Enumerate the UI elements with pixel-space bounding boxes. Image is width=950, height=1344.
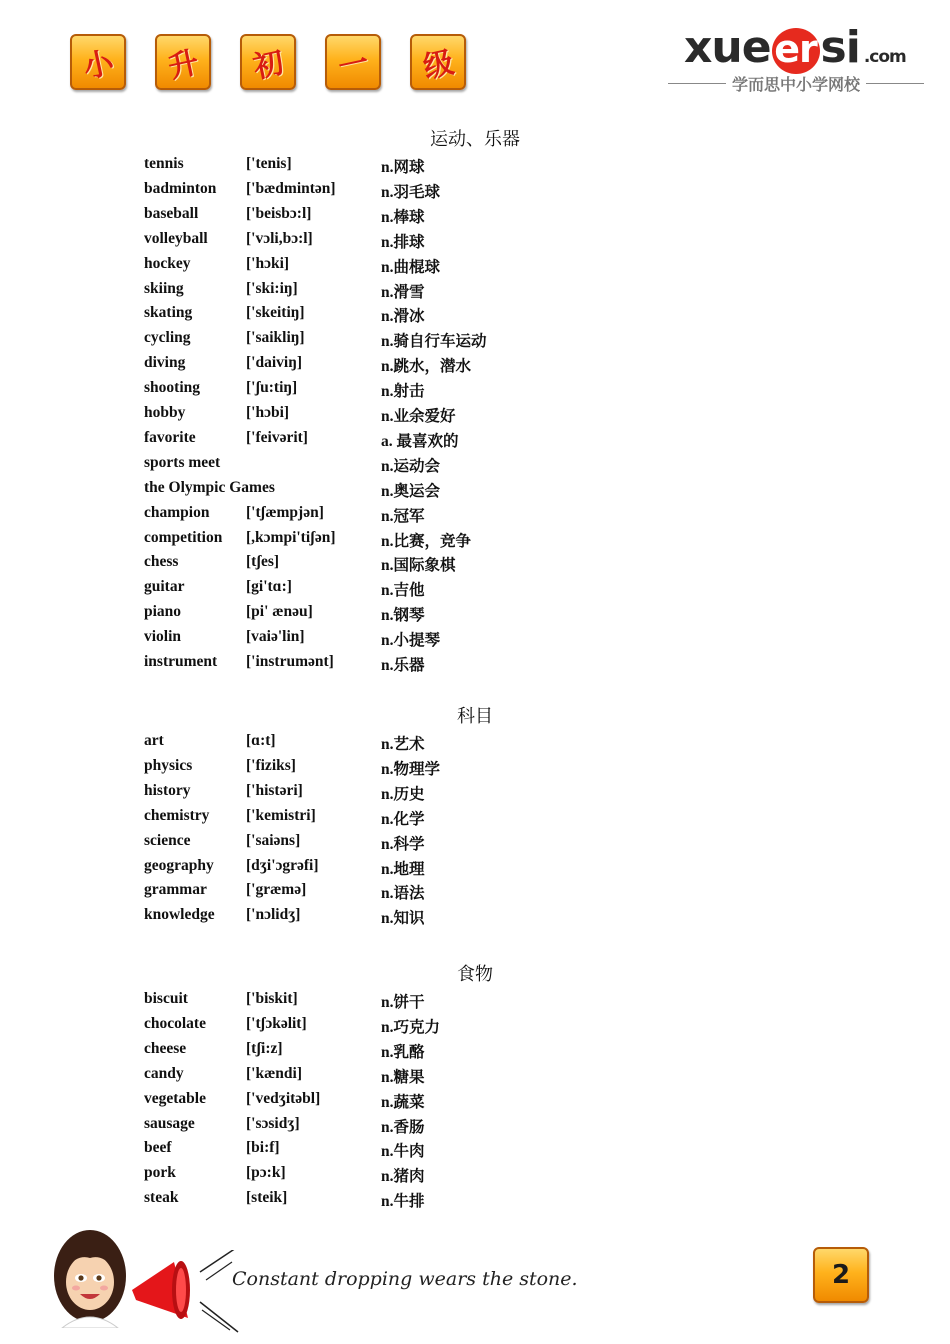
vocab-row [144,155,744,179]
vocab-meaning: n.牛排 [381,1193,425,1211]
vocab-row [144,454,744,478]
vocab-meaning: n.滑冰 [381,308,425,326]
vocab-phonetic: ['fiziks] [246,756,296,774]
vocab-meaning: n.运动会 [381,457,440,475]
vocab-word: favorite [144,428,196,446]
title-tile-1 [70,34,126,90]
title-tile-char: 一 [335,45,373,86]
logo-er-badge: er [772,28,820,74]
vocab-row [144,1090,744,1114]
title-tile-char: 级 [420,45,458,86]
vocab-word: diving [144,354,186,372]
vocab-word: beef [144,1139,172,1157]
logo-tagline-text: 学而思中小学网校 [732,75,861,94]
megaphone-icon [130,1250,242,1336]
vocab-meaning: n.乳酪 [381,1043,425,1061]
vocab-phonetic: ['vedʒitəbl] [246,1089,321,1107]
vocab-phonetic: ['tʃɔkəlit] [246,1014,307,1032]
section-title: 科目 [457,706,493,727]
vocab-row [144,354,744,378]
vocab-meaning: n.知识 [381,910,425,928]
vocab-phonetic: [pɔ:k] [246,1164,286,1182]
vocab-phonetic: ['tenis] [246,155,292,172]
vocab-word: champion [144,503,210,521]
vocab-row [144,504,744,528]
vocab-meaning: n.棒球 [381,208,425,226]
vocab-row [144,404,744,428]
logo-tagline [668,72,924,95]
vocab-meaning: n.历史 [381,785,425,803]
vocab-phonetic: ['græmə] [246,881,307,899]
vocab-meaning: n.小提琴 [381,632,440,650]
vocab-row [144,857,744,881]
vocab-phonetic: ['ʃu:tiŋ] [246,379,298,397]
vocab-word: skating [144,304,193,322]
logo-text-pre: xue [684,22,771,73]
title-tile-2 [155,34,211,90]
vocab-meaning: n.比赛，竞争 [381,532,471,550]
xueersi-logo [668,22,924,100]
vocab-row [144,757,744,781]
vocab-meaning: n.猪肉 [381,1168,425,1186]
vocab-meaning: n.蔬菜 [381,1093,425,1111]
vocab-word: cycling [144,329,191,347]
vocab-row [144,230,744,254]
vocab-row [144,553,744,577]
title-tile-char: 初 [250,45,288,86]
vocab-meaning: n.香肠 [381,1118,425,1136]
section-title: 食物 [457,964,493,985]
vocab-phonetic: ['sɔsidʒ] [246,1114,300,1132]
logo-com: .com [863,47,906,67]
vocab-meaning: n.冠军 [381,507,425,525]
vocab-row [144,1065,744,1089]
vocab-row [144,1040,744,1064]
vocab-phonetic: ['vɔli,bɔ:l] [246,229,313,247]
vocab-phonetic: ['saikliŋ] [246,329,305,347]
vocab-row [144,807,744,831]
title-tile-char: 升 [165,45,203,86]
vocab-row [144,1189,744,1213]
vocab-word: steak [144,1189,179,1207]
vocab-meaning: n.曲棍球 [381,258,440,276]
vocab-meaning: n.奥运会 [381,482,440,500]
vocab-word: candy [144,1064,184,1082]
vocab-word: tennis [144,155,184,172]
title-tile-3 [240,34,296,90]
vocab-row [144,628,744,652]
vocab-phonetic: ['histəri] [246,781,303,799]
vocab-phonetic: ['hɔki] [246,254,290,272]
title-tile-4 [325,34,381,90]
vocab-phonetic: [dʒi'ɔgrəfi] [246,856,319,874]
vocab-phonetic: [pi' ænəu] [246,603,313,621]
vocab-row [144,782,744,806]
vocab-word: badminton [144,179,217,197]
page-number-badge [813,1247,869,1303]
vocab-meaning: n.滑雪 [381,283,425,301]
vocab-word: instrument [144,653,218,670]
vocab-meaning: n.跳水，潜水 [381,358,471,376]
divider [668,83,726,84]
vocab-row [144,429,744,453]
vocab-row [144,180,744,204]
vocab-phonetic: ['hɔbi] [246,404,290,421]
vocab-word: hobby [144,404,186,421]
vocab-word: chocolate [144,1014,206,1032]
vocab-row [144,280,744,304]
vocab-phonetic: ['nɔlidʒ] [246,906,301,924]
vocab-word: the Olympic Games [144,478,275,496]
vocab-word: history [144,781,191,799]
vocab-word: sports meet [144,453,221,471]
title-tile-char: 小 [80,45,118,86]
vocab-word: volleyball [144,229,208,247]
vocab-phonetic: [ɑ:t] [246,732,276,749]
vocab-word: shooting [144,379,200,397]
vocab-word: science [144,831,191,849]
vocab-word: physics [144,756,193,774]
vocab-word: competition [144,528,223,546]
vocab-row [144,1164,744,1188]
vocab-word: geography [144,856,214,874]
vocab-row [144,379,744,403]
divider [866,83,924,84]
vocab-row [144,990,744,1014]
vocab-phonetic: ['biskit] [246,990,298,1007]
vocab-meaning: n.科学 [381,835,425,853]
vocab-word: baseball [144,204,199,222]
vocab-meaning: n.网球 [381,159,425,176]
vocab-phonetic: [vaiə'lin] [246,628,305,646]
vocab-row [144,1139,744,1163]
vocab-meaning: n.化学 [381,810,425,828]
vocab-meaning: n.巧克力 [381,1018,440,1036]
vocab-phonetic: [steik] [246,1189,288,1207]
vocab-meaning: n.地理 [381,860,425,878]
vocab-meaning: a. 最喜欢的 [381,432,459,450]
vocab-meaning: n.艺术 [381,736,425,753]
vocab-phonetic: ['ski:iŋ] [246,279,298,297]
vocab-meaning: n.钢琴 [381,607,425,625]
vocab-meaning: n.物理学 [381,760,440,778]
vocab-word: knowledge [144,906,215,924]
vocab-word: vegetable [144,1089,206,1107]
vocab-phonetic: ['skeitiŋ] [246,304,305,322]
vocab-phonetic: ['daiviŋ] [246,354,302,372]
vocab-row [144,732,744,756]
vocab-row [144,578,744,602]
vocab-phonetic: ['instrumənt] [246,653,334,670]
vocab-phonetic: ['bædmintən] [246,179,336,197]
vocab-row [144,906,744,930]
vocab-phonetic: [,kɔmpi'tiʃən] [246,528,336,546]
vocab-meaning: n.骑自行车运动 [381,333,487,351]
vocab-row [144,653,744,677]
vocab-word: biscuit [144,990,188,1007]
vocab-phonetic: [gi'tɑ:] [246,578,292,596]
vocab-word: pork [144,1164,176,1182]
vocab-phonetic: [tʃes] [246,553,280,571]
vocab-meaning: n.语法 [381,885,425,903]
section-title: 运动、乐器 [430,129,520,150]
vocab-row [144,881,744,905]
vocab-meaning: n.射击 [381,383,425,401]
girl-avatar-icon [52,1228,128,1328]
title-tile-5 [410,34,466,90]
vocab-phonetic: ['kemistri] [246,806,316,824]
vocab-row [144,603,744,627]
vocab-word: guitar [144,578,185,596]
header-title-tiles [70,34,466,90]
vocab-meaning: n.吉他 [381,582,425,600]
vocab-meaning: n.饼干 [381,994,425,1011]
vocab-word: chess [144,553,179,571]
vocab-phonetic: ['feivərit] [246,428,308,446]
vocab-meaning: n.牛肉 [381,1143,425,1161]
vocab-word: grammar [144,881,207,899]
vocab-word: art [144,732,164,749]
vocab-word: skiing [144,279,184,297]
vocab-meaning: n.羽毛球 [381,183,440,201]
logo-wordmark [684,22,906,74]
vocab-word: piano [144,603,182,621]
vocab-word: chemistry [144,806,210,824]
logo-text-post: si [820,22,860,73]
vocab-row [144,1115,744,1139]
vocab-row [144,205,744,229]
motto-text: Constant dropping wears the stone. [232,1268,578,1290]
vocab-row [144,529,744,553]
vocab-phonetic: [bi:f] [246,1139,280,1157]
vocab-meaning: n.乐器 [381,657,425,674]
vocab-meaning: n.国际象棋 [381,557,456,575]
vocab-phonetic: ['kændi] [246,1064,302,1082]
vocab-meaning: n.排球 [381,233,425,251]
vocab-word: violin [144,628,182,646]
vocab-meaning: n.业余爱好 [381,408,456,425]
vocab-word: cheese [144,1039,187,1057]
vocab-word: sausage [144,1114,195,1132]
vocab-word: hockey [144,254,191,272]
page-number: 2 [831,1260,851,1290]
vocab-phonetic: ['beisbɔ:l] [246,204,312,222]
vocab-row [144,255,744,279]
vocab-row [144,832,744,856]
vocab-phonetic: ['saiəns] [246,831,301,849]
vocab-row [144,304,744,328]
vocab-row [144,329,744,353]
vocab-row [144,1015,744,1039]
vocab-meaning: n.糖果 [381,1068,425,1086]
vocab-phonetic: ['tʃæmpjən] [246,503,324,521]
vocab-phonetic: [tʃi:z] [246,1039,283,1057]
vocab-row [144,479,744,503]
